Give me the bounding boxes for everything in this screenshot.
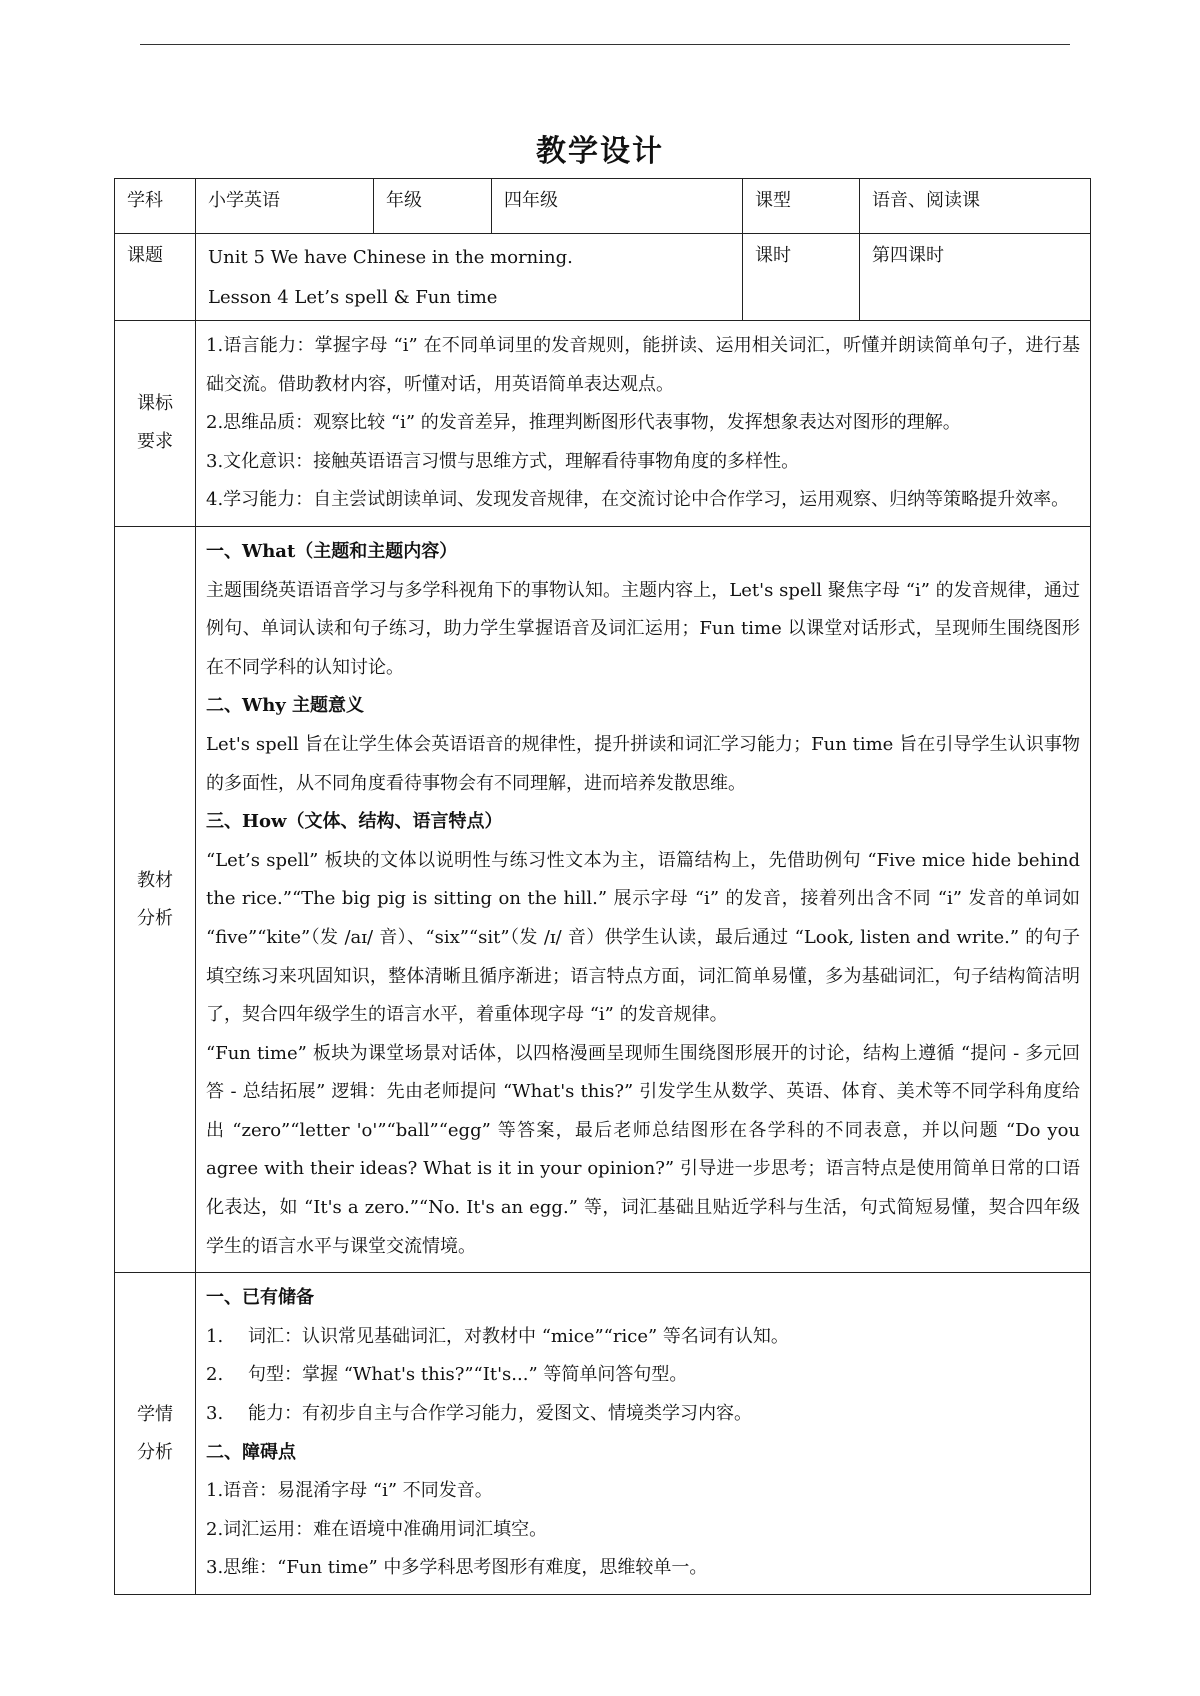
obstacle-item: 3.思维：“Fun time” 中多学科思考图形有难度，思维较单一。 [206, 1557, 708, 1579]
how-heading: 三、How（文体、结构、语言特点） [206, 811, 503, 833]
row-topic [115, 234, 1091, 321]
type-value: 语音、阅读课 [860, 179, 1091, 234]
period-label: 课时 [743, 234, 860, 321]
standard-item: 1.语言能力：掌握字母 “i” 在不同单词里的发音规则，能拼读、运用相关词汇，听懂并朗读简单句子，进行基础交流。借助教材内容，听懂对话，用英语简单表达观点。 [206, 335, 1080, 395]
period-value: 第四课时 [860, 234, 1091, 321]
why-heading: 二、Why 主题意义 [206, 695, 365, 717]
row-learners [115, 1273, 1091, 1595]
material-label [115, 526, 196, 1272]
what-text: 主题围绕英语语音学习与多学科视角下的事物认知。主题内容上，Let's spell 聚焦字母 “i” 的发音规律，通过例句、单词认读和句子练习，助力学生掌握语音及词汇运用；Fun time 以课堂对话形式，呈现师生围绕图形在不同学科的认知讨论。 [206, 579, 1080, 678]
standards-label [115, 321, 196, 527]
learners-label [115, 1273, 196, 1595]
standard-item: 4.学习能力：自主尝试朗读单词、发现发音规律，在交流讨论中合作学习，运用观察、归纳等策略提升效率。 [206, 489, 1070, 511]
prior-heading: 一、已有储备 [206, 1287, 314, 1309]
material-label-line2: 分析 [137, 907, 173, 929]
obstacle-item: 1.语音：易混淆字母 “i” 不同发音。 [206, 1480, 493, 1502]
lesson-design-table [114, 178, 1091, 1595]
obstacle-item: 2.词汇运用：难在语境中准确用词汇填空。 [206, 1518, 548, 1540]
prior-item-number: 3. [206, 1403, 224, 1425]
row-material [115, 526, 1091, 1272]
how-text-funtime: “Fun time” 板块为课堂场景对话体，以四格漫画呈现师生围绕图形展开的讨论，结构上遵循 “提问 - 多元回答 - 总结拓展” 逻辑：先由老师提问 “What's this?” 引发学生从数学、英语、体育、美术等不同学科角度给出 “zero”“letter 'o'”“ball”“egg” 等答案，最后老师总结图形在各学科的不同表意，并以问题 “Do you agree with their ideas? What is it in your opinion?” 引导进一步思考；语言特点是使用简单日常的口语化表达，如 “It's a zero.”“No. It's an egg.” 等，词汇基础且贴近学科与生活，句式简短易懂，契合四年级学生的语言水平与课堂交流情境。 [206, 1042, 1080, 1257]
material-content [196, 526, 1091, 1272]
subject-value: 小学英语 [196, 179, 374, 234]
topic-line-lesson: Lesson 4 Let’s spell & Fun time [208, 287, 498, 308]
topic-label: 课题 [115, 234, 196, 321]
learners-label-line1: 学情 [137, 1403, 173, 1425]
prior-item-text: 句型：掌握 “What's this?”“It's...” 等简单问答句型。 [248, 1364, 688, 1386]
topic-line-unit: Unit 5 We have Chinese in the morning. [208, 247, 573, 268]
row-standards [115, 321, 1091, 527]
prior-item-number: 2. [206, 1364, 224, 1386]
prior-item [206, 1395, 1080, 1434]
document-title: 教学设计 [536, 134, 664, 169]
learners-label-line2: 分析 [137, 1441, 173, 1463]
subject-label: 学科 [115, 179, 196, 234]
obstacle-heading: 二、障碍点 [206, 1441, 296, 1463]
row-subject [115, 179, 1091, 234]
prior-item-number: 1. [206, 1325, 224, 1347]
material-label-line1: 教材 [137, 869, 173, 891]
header-rule [140, 44, 1070, 45]
prior-item-text: 词汇：认识常见基础词汇，对教材中 “mice”“rice” 等名词有认知。 [248, 1325, 789, 1347]
how-text-spell: “Let’s spell” 板块的文体以说明性与练习性文本为主，语篇结构上，先借助例句 “Five mice hide behind the rice.”“The big pig is sitting on the hill.” 展示字母 “i” 的发音，接着列出含不同 “i” 发音的单词如 “five”“kite”（发 /aɪ/ 音）、“six”“sit”（发 /ɪ/ 音）供学生认读，最后通过 “Look, listen and write.” 的句子填空练习来巩固知识，整体清晰且循序渐进；语言特点方面，词汇简单易懂，多为基础词汇，句子结构简洁明了，契合四年级学生的语言水平，着重体现字母 “i” 的发音规律。 [206, 849, 1080, 1026]
why-text: Let's spell 旨在让学生体会英语语音的规律性，提升拼读和词汇学习能力；Fun time 旨在引导学生认识事物的多面性，从不同角度看待事物会有不同理解，进而培养发散思维。 [206, 733, 1080, 794]
prior-item-text: 能力：有初步自主与合作学习能力，爱图文、情境类学习内容。 [248, 1403, 752, 1425]
learners-content [196, 1273, 1091, 1595]
prior-item [206, 1318, 1080, 1357]
prior-item [206, 1356, 1080, 1395]
type-label: 课型 [743, 179, 860, 234]
what-heading: 一、What（主题和主题内容） [206, 540, 458, 562]
standards-content [196, 321, 1091, 527]
standards-label-line1: 课标 [137, 393, 173, 415]
standard-item: 2.思维品质：观察比较 “i” 的发音差异，推理判断图形代表事物，发挥想象表达对图形的理解。 [206, 412, 961, 434]
standard-item: 3.文化意识：接触英语语言习惯与思维方式，理解看待事物角度的多样性。 [206, 450, 800, 472]
grade-label: 年级 [374, 179, 492, 234]
standards-label-line2: 要求 [137, 431, 173, 453]
topic-value [196, 234, 743, 321]
grade-value: 四年级 [492, 179, 743, 234]
